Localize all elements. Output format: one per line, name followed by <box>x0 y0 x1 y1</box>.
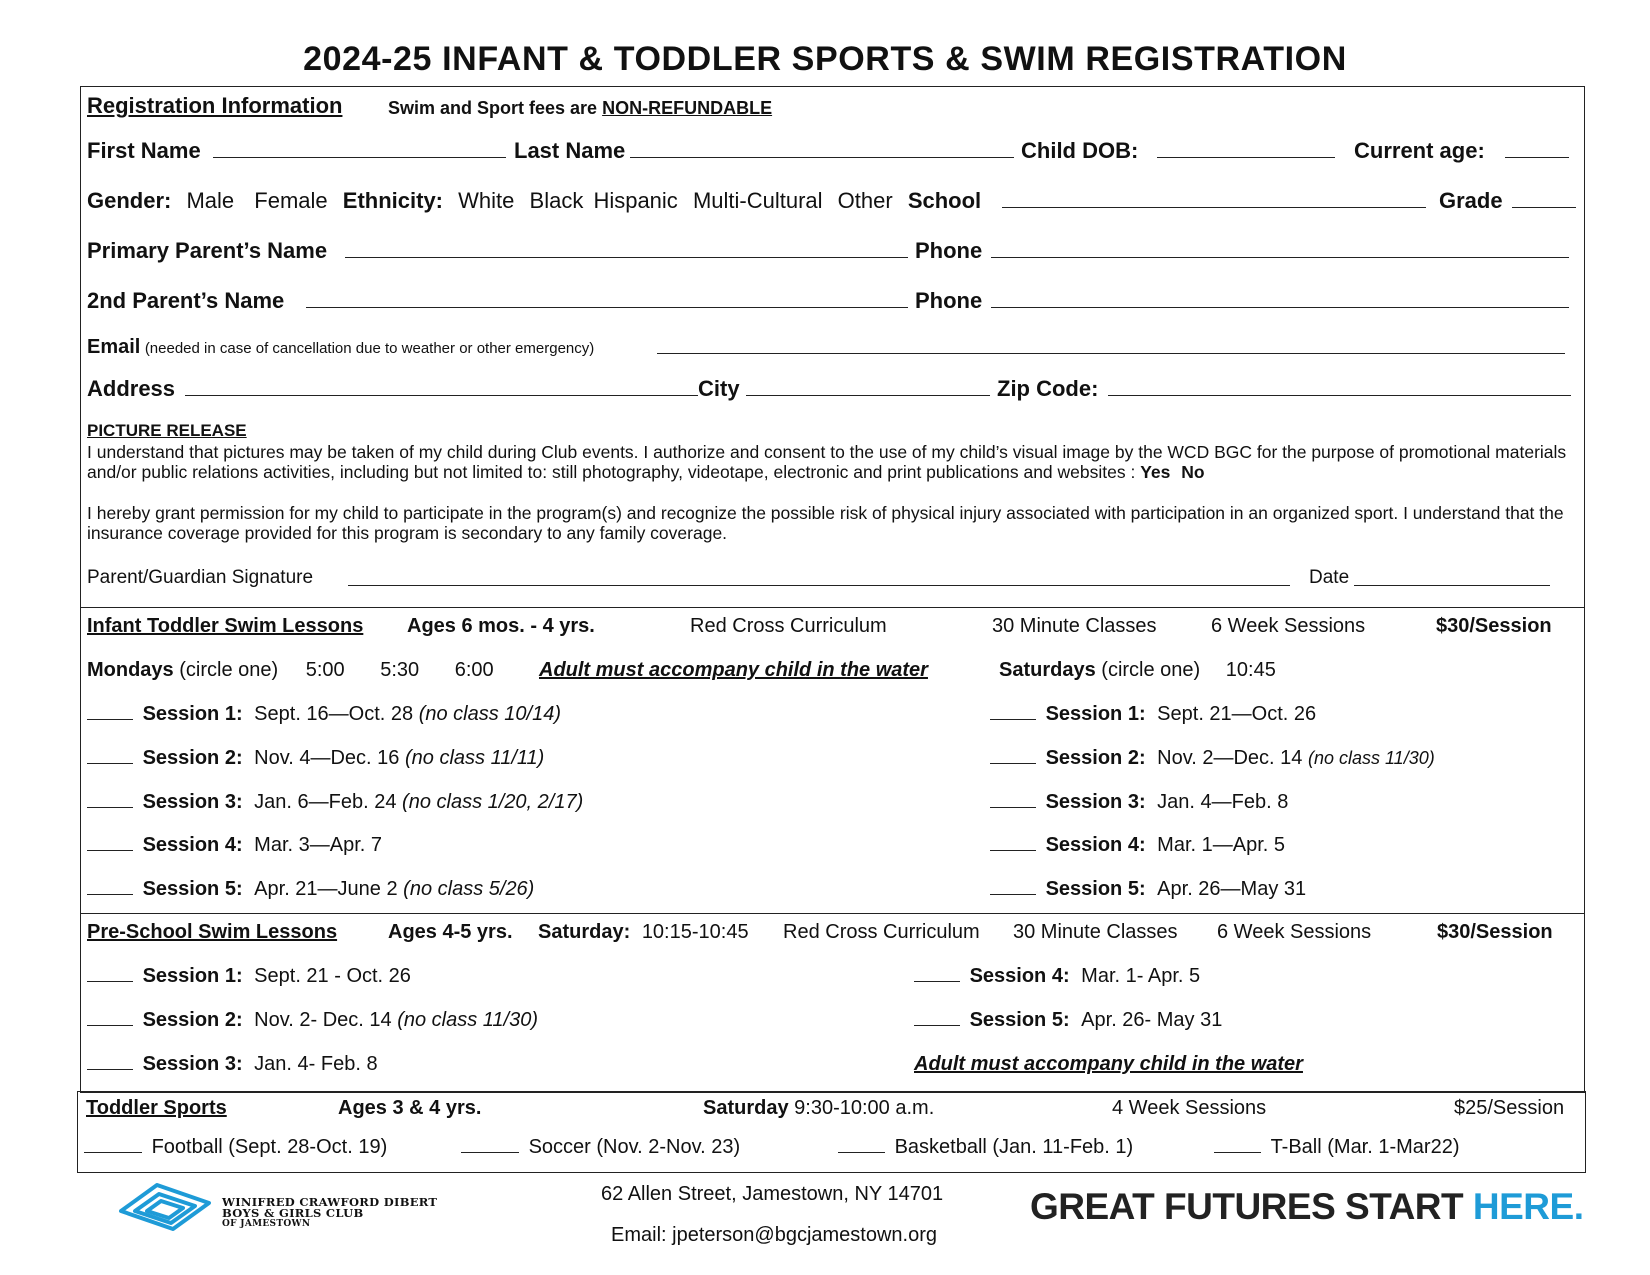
mondays-circle-one: (circle one) <box>179 659 279 681</box>
session-label: Session 1: <box>142 965 243 987</box>
address-label: Address <box>87 376 176 401</box>
release-no-option[interactable]: No <box>1181 462 1205 482</box>
email-label: Email <box>87 336 141 358</box>
session-checkbox[interactable] <box>87 793 133 808</box>
last-name-label: Last Name <box>514 138 626 163</box>
session-dates: Sept. 16—Oct. 28 <box>254 703 414 725</box>
saturday-session-3 <box>990 791 1288 814</box>
second-parent-field[interactable] <box>306 307 908 308</box>
monday-session-4 <box>87 834 382 857</box>
session-label: Session 4: <box>1045 834 1146 856</box>
second-parent-label: 2nd Parent’s Name <box>87 288 285 313</box>
sport-soccer <box>461 1136 740 1159</box>
toddler-day-label: Saturday <box>703 1097 789 1119</box>
preschool-swim-sessions-length: 6 Week Sessions <box>1217 921 1372 943</box>
session-checkbox[interactable] <box>87 749 133 764</box>
session-note: (no class 11/30) <box>1307 748 1435 768</box>
session-note: (no class 5/26) <box>403 878 535 900</box>
ethnicity-option-hispanic[interactable]: Hispanic <box>593 188 678 213</box>
signature-field[interactable] <box>348 585 1290 586</box>
club-name-line-3: OF JAMESTOWN <box>222 1219 311 1229</box>
preschool-session-2 <box>87 1009 538 1032</box>
first-name-field[interactable] <box>213 157 506 158</box>
last-name-field[interactable] <box>630 157 1014 158</box>
ethnicity-option-multicultural[interactable]: Multi-Cultural <box>692 188 823 213</box>
preschool-swim-ages: Ages 4-5 yrs. <box>388 921 513 943</box>
session-checkbox[interactable] <box>87 836 133 851</box>
gender-option-female[interactable]: Female <box>254 188 328 213</box>
session-label: Session 5: <box>142 878 243 900</box>
club-name-line-1: WINIFRED CRAWFORD DIBERT <box>222 1195 438 1209</box>
sport-label: Football (Sept. 28-Oct. 19) <box>151 1136 388 1158</box>
preschool-session-5 <box>914 1009 1222 1032</box>
slogan-accent: HERE. <box>1472 1186 1584 1227</box>
monday-row <box>87 659 494 682</box>
sport-checkbox[interactable] <box>1214 1138 1261 1153</box>
preschool-time: 10:15-10:45 <box>641 921 749 943</box>
ethnicity-option-white[interactable]: White <box>458 188 515 213</box>
permission-text: I hereby grant permission for my child to participate in the program(s) and recognize the possible risk of physical injury associated with participation in an organized sport. I understand that the insurance coverage provided for this program is secondary to any family coverage. <box>87 503 1564 543</box>
age-field[interactable] <box>1505 157 1569 158</box>
email-row <box>87 336 594 359</box>
session-dates: Nov. 4—Dec. 16 <box>254 747 400 769</box>
sport-football <box>84 1136 387 1159</box>
primary-phone-label: Phone <box>915 238 983 263</box>
monday-session-2 <box>87 747 544 770</box>
preschool-day-label: Saturday: <box>538 921 631 943</box>
infant-swim-heading: Infant Toddler Swim Lessons <box>87 615 364 637</box>
preschool-swim-fee: $30/Session <box>1437 921 1553 943</box>
mondays-label: Mondays <box>87 659 174 681</box>
club-name <box>222 1197 437 1230</box>
session-label: Session 3: <box>1045 791 1146 813</box>
sport-label: Basketball (Jan. 11-Feb. 1) <box>894 1136 1134 1158</box>
picture-release-body: I understand that pictures may be taken of my child during Club events. I authorize and consent to the use of my child’s visual image by the WCD BGC for the purpose of promotional materials and/or public relations activities, including but not limited to: still photography, videotape, electronic and print publications and websites : <box>87 442 1567 482</box>
sport-checkbox[interactable] <box>84 1138 142 1153</box>
session-dates: Apr. 26—May 31 <box>1157 878 1307 900</box>
toddler-sports-sessions-length: 4 Week Sessions <box>1112 1097 1267 1119</box>
saturday-row <box>999 659 1276 682</box>
toddler-sports-day <box>703 1097 934 1120</box>
session-label: Session 2: <box>142 1009 243 1031</box>
ethnicity-label: Ethnicity: <box>342 188 444 213</box>
city-field[interactable] <box>746 395 990 396</box>
primary-parent-field[interactable] <box>345 257 908 258</box>
session-dates: Sept. 21—Oct. 26 <box>1157 703 1317 725</box>
session-note: (no class 10/14) <box>418 703 562 725</box>
session-label: Session 2: <box>142 747 243 769</box>
session-dates: Sept. 21 - Oct. 26 <box>254 965 411 987</box>
grade-field[interactable] <box>1512 207 1576 208</box>
second-phone-field[interactable] <box>991 307 1569 308</box>
infant-swim-fee: $30/Session <box>1436 615 1552 637</box>
gender-ethnicity-row <box>87 188 981 214</box>
session-note: (no class 1/20, 2/17) <box>402 791 584 813</box>
school-label: School <box>907 188 982 213</box>
bgc-logo-icon <box>117 1181 213 1233</box>
sport-tball <box>1214 1136 1460 1159</box>
session-dates: Mar. 1- Apr. 5 <box>1081 965 1201 987</box>
session-checkbox[interactable] <box>87 1055 133 1070</box>
slogan <box>1030 1186 1583 1228</box>
session-checkbox[interactable] <box>990 705 1036 720</box>
monday-time-600[interactable]: 6:00 <box>454 659 494 681</box>
slogan-main: GREAT FUTURES START <box>1030 1186 1473 1227</box>
infant-swim-sessions-length: 6 Week Sessions <box>1211 615 1366 637</box>
saturdays-circle-one: (circle one) <box>1101 659 1201 681</box>
preschool-swim-day <box>538 921 749 944</box>
date-label: Date <box>1309 567 1350 588</box>
club-name-line-2: BOYS & GIRLS CLUB <box>222 1206 364 1220</box>
session-checkbox[interactable] <box>87 705 133 720</box>
signature-label: Parent/Guardian Signature <box>87 567 314 588</box>
first-name-label: First Name <box>87 138 201 163</box>
ethnicity-option-black[interactable]: Black <box>529 188 584 213</box>
dob-label: Child DOB: <box>1021 138 1139 163</box>
session-dates: Apr. 26- May 31 <box>1081 1009 1223 1031</box>
monday-session-5 <box>87 878 534 901</box>
session-checkbox[interactable] <box>87 967 133 982</box>
sport-label: T-Ball (Mar. 1-Mar22) <box>1270 1136 1460 1158</box>
session-dates: Nov. 2- Dec. 14 <box>254 1009 392 1031</box>
preschool-adult-note: Adult must accompany child in the water <box>914 1053 1303 1075</box>
grade-label: Grade <box>1439 188 1503 213</box>
session-note: (no class 11/30) <box>397 1009 539 1031</box>
email-field[interactable] <box>657 353 1565 354</box>
zip-label: Zip Code: <box>997 376 1099 401</box>
session-dates: Jan. 4- Feb. 8 <box>254 1053 378 1075</box>
gender-option-male[interactable]: Male <box>186 188 235 213</box>
session-checkbox[interactable] <box>990 793 1036 808</box>
ethnicity-option-other[interactable]: Other <box>837 188 893 213</box>
preschool-swim-curriculum: Red Cross Curriculum <box>783 921 980 943</box>
session-checkbox[interactable] <box>990 749 1036 764</box>
picture-release-heading: PICTURE RELEASE <box>87 421 247 440</box>
infant-swim-class-length: 30 Minute Classes <box>992 615 1157 637</box>
monday-time-530[interactable]: 5:30 <box>380 659 420 681</box>
zip-field[interactable] <box>1108 395 1571 396</box>
preschool-swim-heading: Pre-School Swim Lessons <box>87 921 338 943</box>
release-yes-option[interactable]: Yes <box>1140 462 1171 482</box>
email-note: (needed in case of cancellation due to weather or other emergency) <box>144 340 595 357</box>
club-address: 62 Allen Street, Jamestown, NY 14701 <box>601 1183 944 1205</box>
session-label: Session 2: <box>1045 747 1146 769</box>
club-email[interactable]: Email: jpeterson@bgcjamestown.org <box>611 1224 938 1246</box>
toddler-time: 9:30-10:00 a.m. <box>794 1097 935 1119</box>
registration-heading: Registration Information <box>87 93 343 118</box>
school-field[interactable] <box>1002 207 1426 208</box>
primary-parent-label: Primary Parent’s Name <box>87 238 328 263</box>
toddler-sports-fee: $25/Session <box>1454 1097 1565 1119</box>
fee-note <box>388 98 772 119</box>
session-dates: Mar. 3—Apr. 7 <box>254 834 383 856</box>
preschool-session-3 <box>87 1053 378 1076</box>
saturday-time-1045[interactable]: 10:45 <box>1225 659 1276 681</box>
date-field[interactable] <box>1354 585 1550 586</box>
preschool-session-1 <box>87 965 411 988</box>
fee-note-prefix: Swim and Sport fees are <box>388 98 598 118</box>
session-dates: Mar. 1—Apr. 5 <box>1157 834 1286 856</box>
session-label: Session 1: <box>1045 703 1146 725</box>
session-checkbox[interactable] <box>914 1011 960 1026</box>
club-logo <box>117 1181 438 1233</box>
sport-checkbox[interactable] <box>461 1138 519 1153</box>
session-dates: Apr. 21—June 2 <box>254 878 398 900</box>
saturday-session-4 <box>990 834 1285 857</box>
primary-phone-field[interactable] <box>991 257 1569 258</box>
sport-basketball <box>838 1136 1133 1159</box>
picture-release-text <box>87 442 1577 482</box>
sport-label: Soccer (Nov. 2-Nov. 23) <box>528 1136 741 1158</box>
session-label: Session 3: <box>142 1053 243 1075</box>
address-field[interactable] <box>185 395 698 396</box>
gender-label: Gender: <box>87 188 172 213</box>
page-title: 2024-25 INFANT & TODDLER SPORTS & SWIM REGISTRATION <box>303 40 1347 78</box>
session-checkbox[interactable] <box>990 836 1036 851</box>
session-checkbox[interactable] <box>990 880 1036 895</box>
session-dates: Jan. 6—Feb. 24 <box>254 791 397 813</box>
session-label: Session 4: <box>142 834 243 856</box>
second-phone-label: Phone <box>915 288 983 313</box>
saturday-session-1 <box>990 703 1316 726</box>
monday-session-1 <box>87 703 561 726</box>
session-dates: Jan. 4—Feb. 8 <box>1157 791 1289 813</box>
infant-swim-curriculum: Red Cross Curriculum <box>690 615 887 637</box>
age-label: Current age: <box>1354 138 1485 163</box>
infant-swim-ages: Ages 6 mos. - 4 yrs. <box>407 615 595 637</box>
fee-note-emphasis: NON-REFUNDABLE <box>602 98 773 118</box>
session-label: Session 1: <box>142 703 243 725</box>
session-dates: Nov. 2—Dec. 14 <box>1157 747 1303 769</box>
preschool-session-4 <box>914 965 1200 988</box>
saturday-session-5 <box>990 878 1306 901</box>
session-checkbox[interactable] <box>87 1011 133 1026</box>
session-note: (no class 11/11) <box>404 747 545 769</box>
monday-session-3 <box>87 791 583 814</box>
session-checkbox[interactable] <box>87 880 133 895</box>
saturday-session-2 <box>990 747 1435 770</box>
toddler-sports-heading: Toddler Sports <box>86 1097 227 1119</box>
session-label: Session 5: <box>1045 878 1146 900</box>
preschool-swim-class-length: 30 Minute Classes <box>1013 921 1178 943</box>
session-label: Session 5: <box>969 1009 1070 1031</box>
session-label: Session 4: <box>969 965 1070 987</box>
infant-adult-note: Adult must accompany child in the water <box>539 659 928 681</box>
monday-time-500[interactable]: 5:00 <box>305 659 345 681</box>
session-checkbox[interactable] <box>914 967 960 982</box>
session-label: Session 3: <box>142 791 243 813</box>
saturdays-label: Saturdays <box>999 659 1096 681</box>
dob-field[interactable] <box>1157 157 1335 158</box>
toddler-sports-ages: Ages 3 & 4 yrs. <box>338 1097 482 1119</box>
city-label: City <box>698 376 740 401</box>
sport-checkbox[interactable] <box>838 1138 885 1153</box>
